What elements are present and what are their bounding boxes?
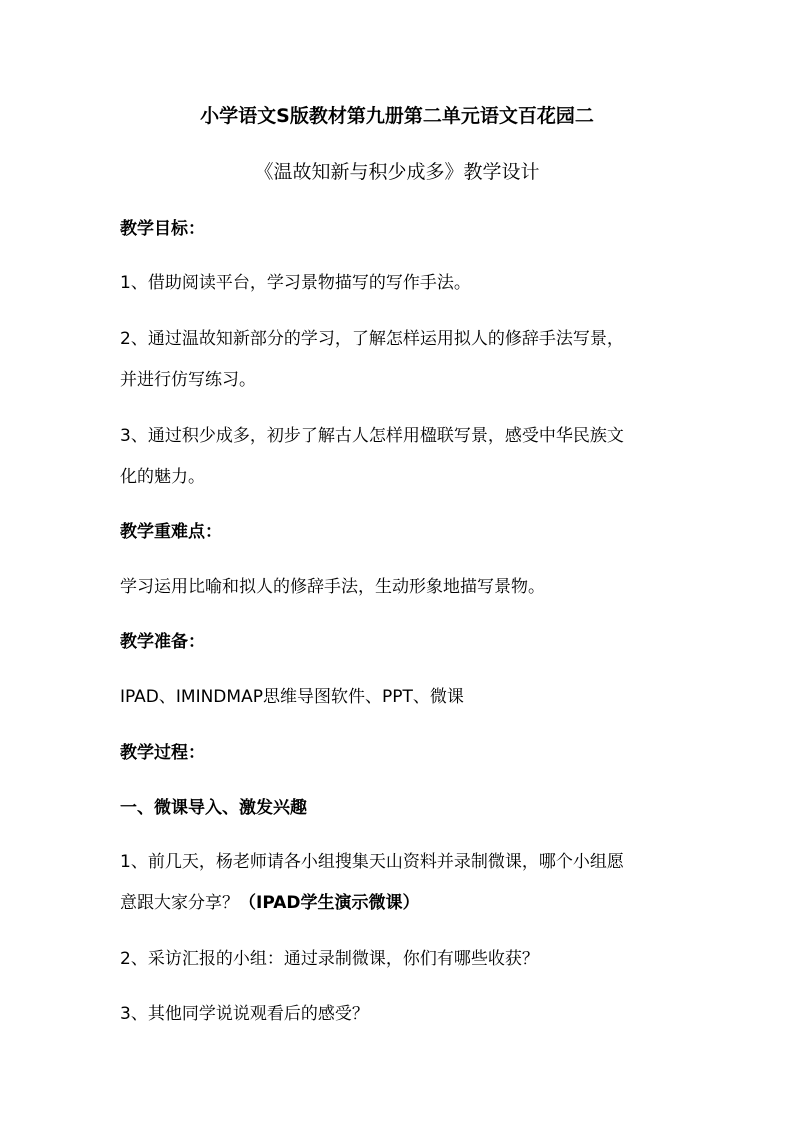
- document-title-line-2: 《温故知新与积少成多》教学设计: [254, 161, 540, 183]
- key-points-text: 学习运用比喻和拟人的修辞手法，生动形象地描写景物。: [120, 577, 545, 597]
- process-heading: 教学过程：: [120, 743, 205, 763]
- step-1-line-2-text: 意跟大家分享？: [120, 893, 239, 913]
- section-1-heading: 一、微课导入、激发兴趣: [120, 798, 307, 818]
- goal-2-line-2: 并进行仿写练习。: [120, 370, 256, 390]
- goal-2-line-1: 2、通过温故知新部分的学习，了解怎样运用拟人的修辞手法写景，: [120, 329, 624, 349]
- step-2: 2、采访汇报的小组：通过录制微课，你们有哪些收获？: [120, 949, 539, 969]
- step-1-line-1: 1、前几天，杨老师请各小组搜集天山资料并录制微课，哪个小组愿: [120, 852, 624, 872]
- preparation-text: IPAD、IMINDMAP思维导图软件、PPT、微课: [120, 687, 464, 707]
- step-1-note: （IPAD学生演示微课）: [239, 893, 420, 913]
- document-title-line-1: 小学语文S版教材第九册第二单元语文百花园二: [200, 105, 594, 127]
- preparation-heading: 教学准备：: [120, 632, 205, 652]
- goal-3-line-2: 化的魅力。: [120, 467, 205, 487]
- goal-3-line-1: 3、通过积少成多，初步了解古人怎样用楹联写景，感受中华民族文: [120, 426, 624, 446]
- goal-1: 1、借助阅读平台，学习景物描写的写作手法。: [120, 273, 471, 293]
- key-points-heading: 教学重难点：: [120, 522, 222, 542]
- step-1-line-2: [120, 892, 680, 914]
- step-3: 3、其他同学说说观看后的感受？: [120, 1004, 369, 1024]
- goals-heading: 教学目标：: [120, 219, 205, 239]
